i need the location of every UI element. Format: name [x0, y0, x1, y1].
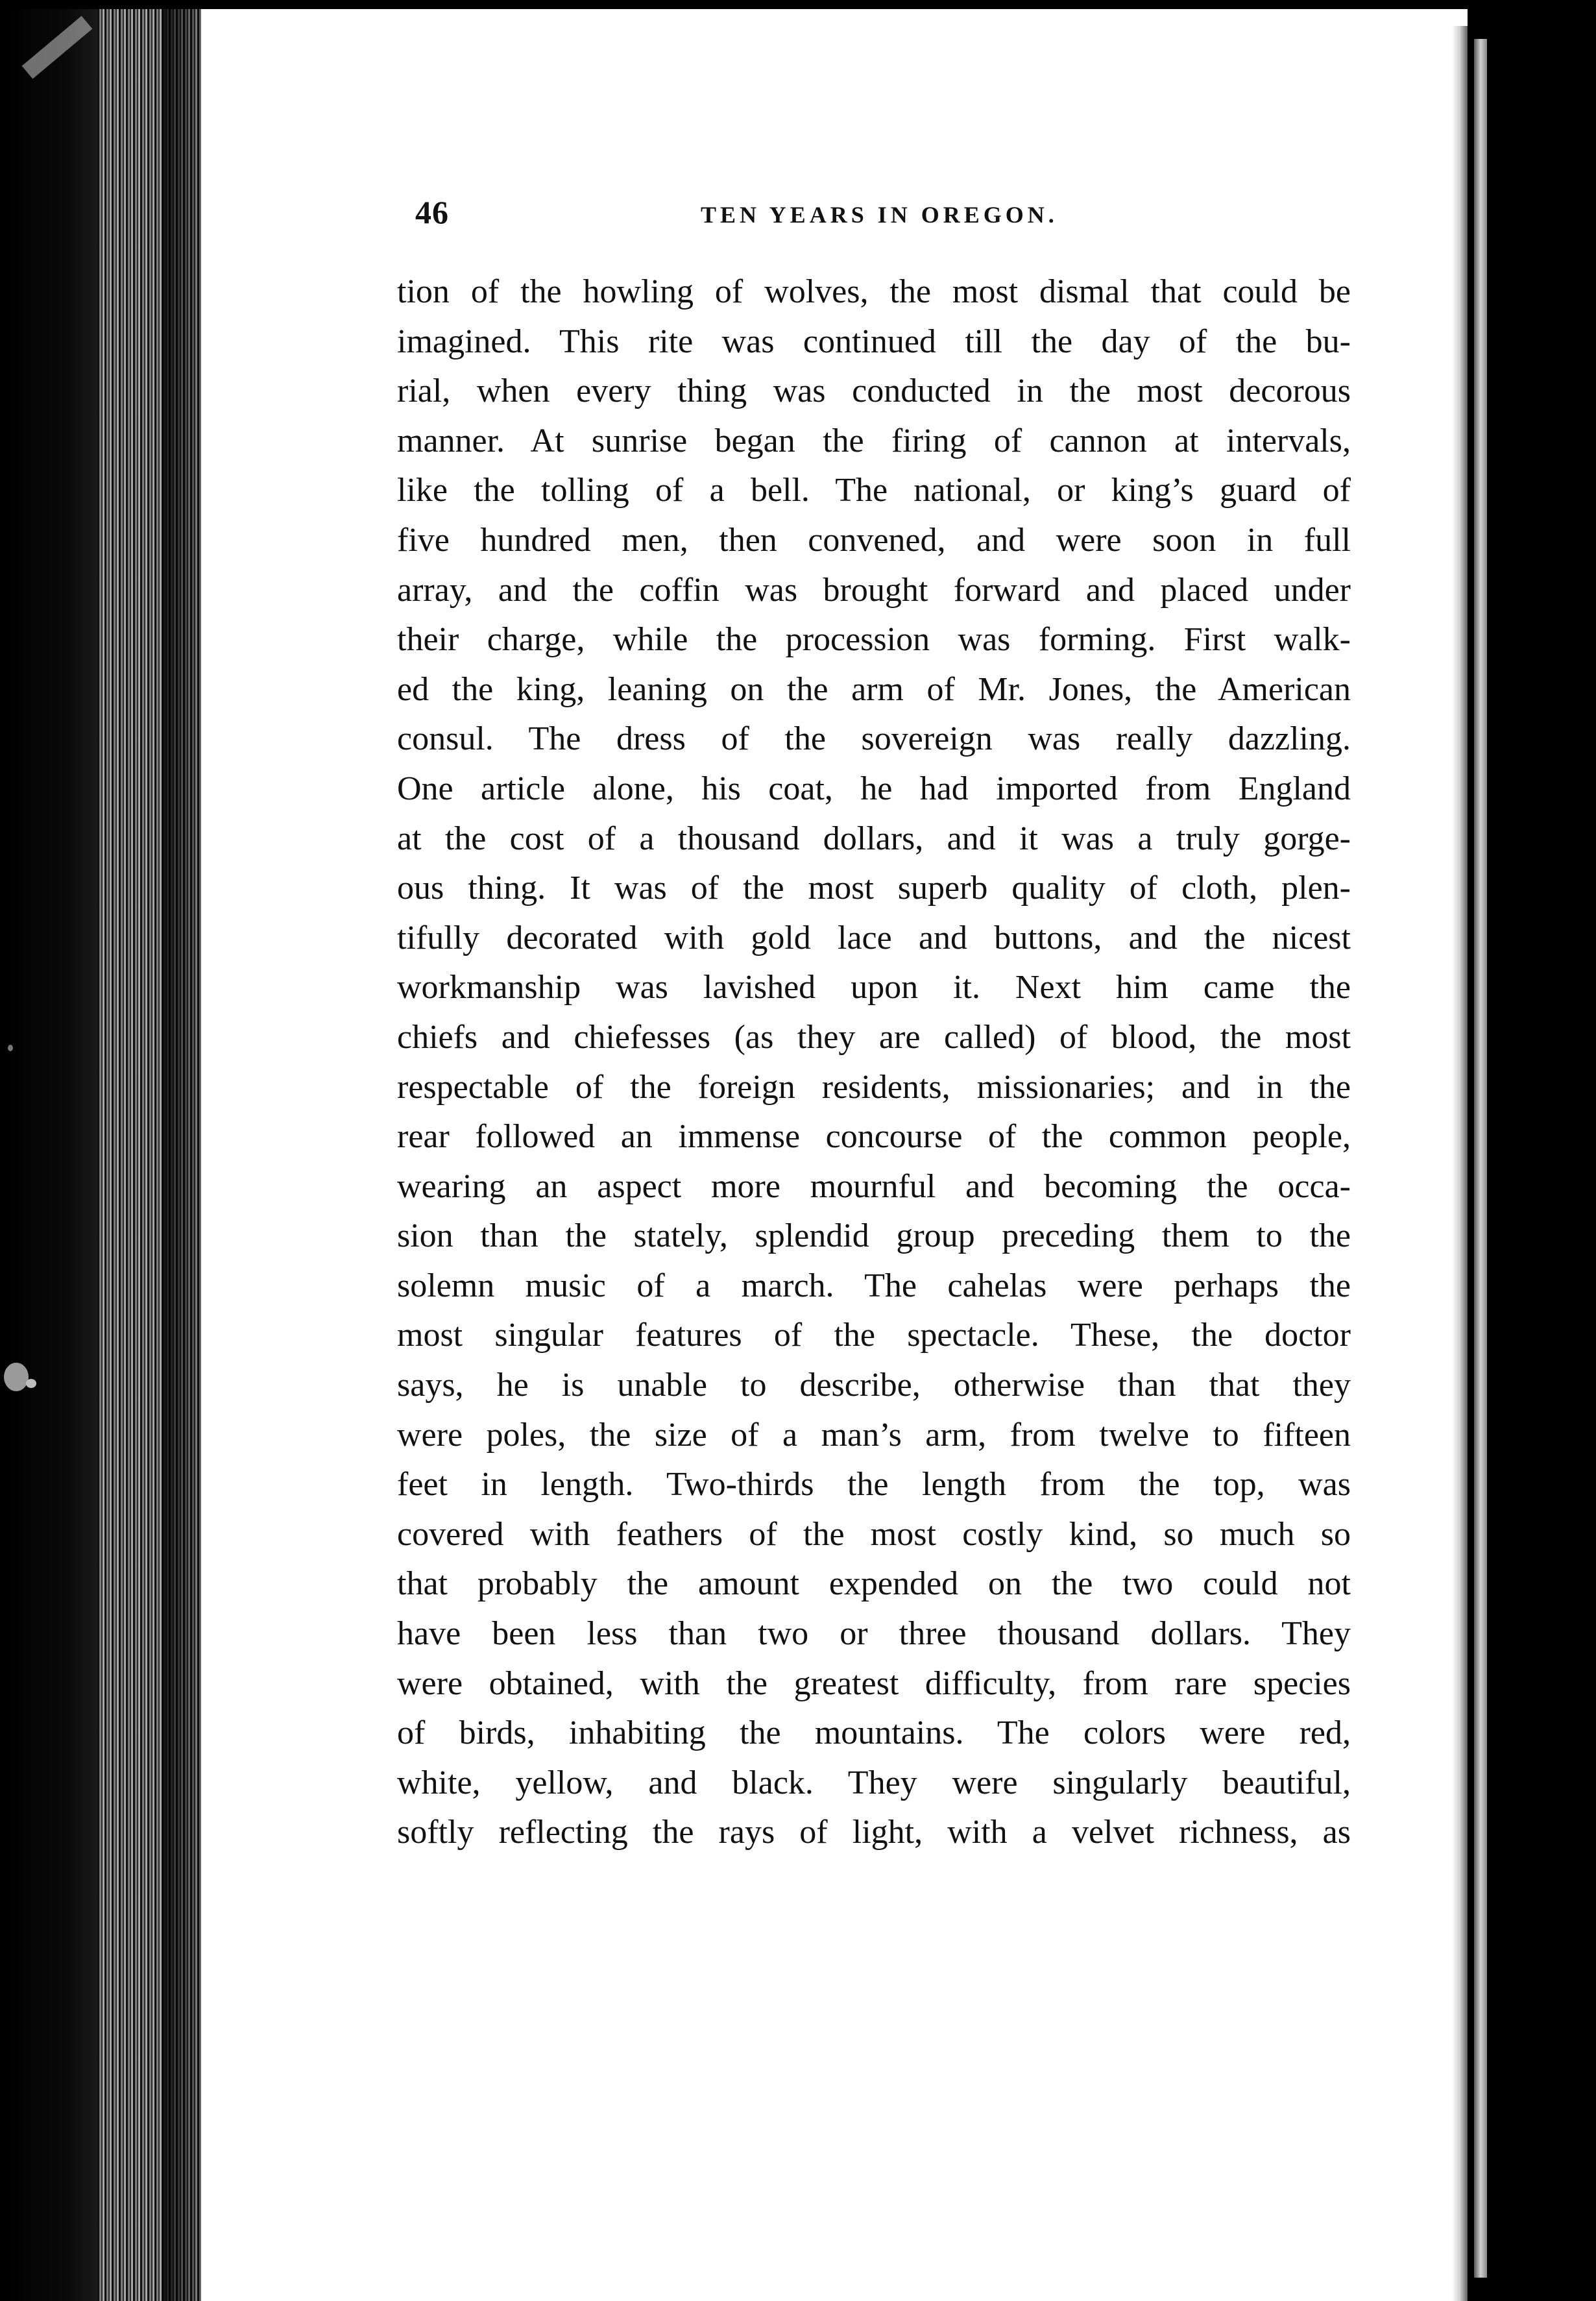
- text-line: tifully decorated with gold lace and buttons, and the nicest: [397, 919, 1351, 956]
- text-line: imagined. This rite was continued till the day of the bu-: [397, 323, 1351, 360]
- text-line: ous thing. It was of the most superb quality of cloth, plen-: [397, 870, 1351, 907]
- text-line: covered with feathers of the most costly kind, so much so: [397, 1515, 1351, 1553]
- text-line: sion than the stately, splendid group preceding them to the: [397, 1217, 1351, 1255]
- text-line: rial, when every thing was conducted in the most decorous: [397, 372, 1351, 410]
- text-line: softly reflecting the rays of light, with a velvet richness, as: [397, 1814, 1351, 1851]
- text-line: were obtained, with the greatest difficulty, from rare species: [397, 1664, 1351, 1702]
- text-line: solemn music of a march. The cahelas were perhaps the: [397, 1267, 1351, 1304]
- text-line: like the tolling of a bell. The national, or king’s guard of: [397, 472, 1351, 509]
- scan-speck: [4, 1363, 29, 1391]
- right-page-edge-highlight: [1474, 39, 1487, 2278]
- text-line: respectable of the foreign residents, missionaries; and in the: [397, 1068, 1351, 1106]
- page-header: [415, 193, 1349, 245]
- text-line: their charge, while the procession was forming. First walk-: [397, 621, 1351, 659]
- text-line: most singular features of the spectacle. These, the doctor: [397, 1317, 1351, 1354]
- text-line: says, he is unable to describe, otherwise than that they: [397, 1367, 1351, 1404]
- text-line: five hundred men, then convened, and were soon in full: [397, 521, 1351, 559]
- scan-speck: [26, 1379, 36, 1388]
- text-line: workmanship was lavished upon it. Next him came the: [397, 969, 1351, 1006]
- text-line: have been less than two or three thousand dollars. They: [397, 1615, 1351, 1653]
- page-number: 46: [415, 194, 449, 230]
- text-line: that probably the amount expended on the two could not: [397, 1565, 1351, 1603]
- text-line: were poles, the size of a man’s arm, from twelve to fifteen: [397, 1416, 1351, 1454]
- running-head: TEN YEARS IN OREGON.: [701, 202, 1058, 228]
- scan-speck: [8, 1045, 13, 1051]
- scanner-background-left: [0, 0, 97, 2301]
- text-line: white, yellow, and black. They were singularly beautiful,: [397, 1764, 1351, 1801]
- text-line: One article alone, his coat, he had imported from England: [397, 770, 1351, 807]
- text-line: of birds, inhabiting the mountains. The colors were red,: [397, 1714, 1351, 1752]
- text-line: array, and the coffin was brought forward and placed under: [397, 571, 1351, 609]
- body-text: [397, 267, 1351, 1858]
- text-line: tion of the howling of wolves, the most dismal that could be: [397, 273, 1351, 310]
- text-line: chiefs and chiefesses (as they are called) of blood, the most: [397, 1018, 1351, 1056]
- text-line: ed the king, leaning on the arm of Mr. Jones, the American: [397, 670, 1351, 708]
- scanner-background-top: [0, 0, 1596, 9]
- text-line: wearing an aspect more mournful and becoming the occa-: [397, 1167, 1351, 1205]
- text-line: rear followed an immense concourse of the common people,: [397, 1118, 1351, 1156]
- text-line: feet in length. Two-thirds the length from the top, was: [397, 1466, 1351, 1504]
- gutter-shadow: [162, 0, 201, 2301]
- text-line: at the cost of a thousand dollars, and it was a truly gorge-: [397, 820, 1351, 857]
- text-line: manner. At sunrise began the firing of cannon at intervals,: [397, 422, 1351, 459]
- text-line: consul. The dress of the sovereign was really dazzling.: [397, 720, 1351, 758]
